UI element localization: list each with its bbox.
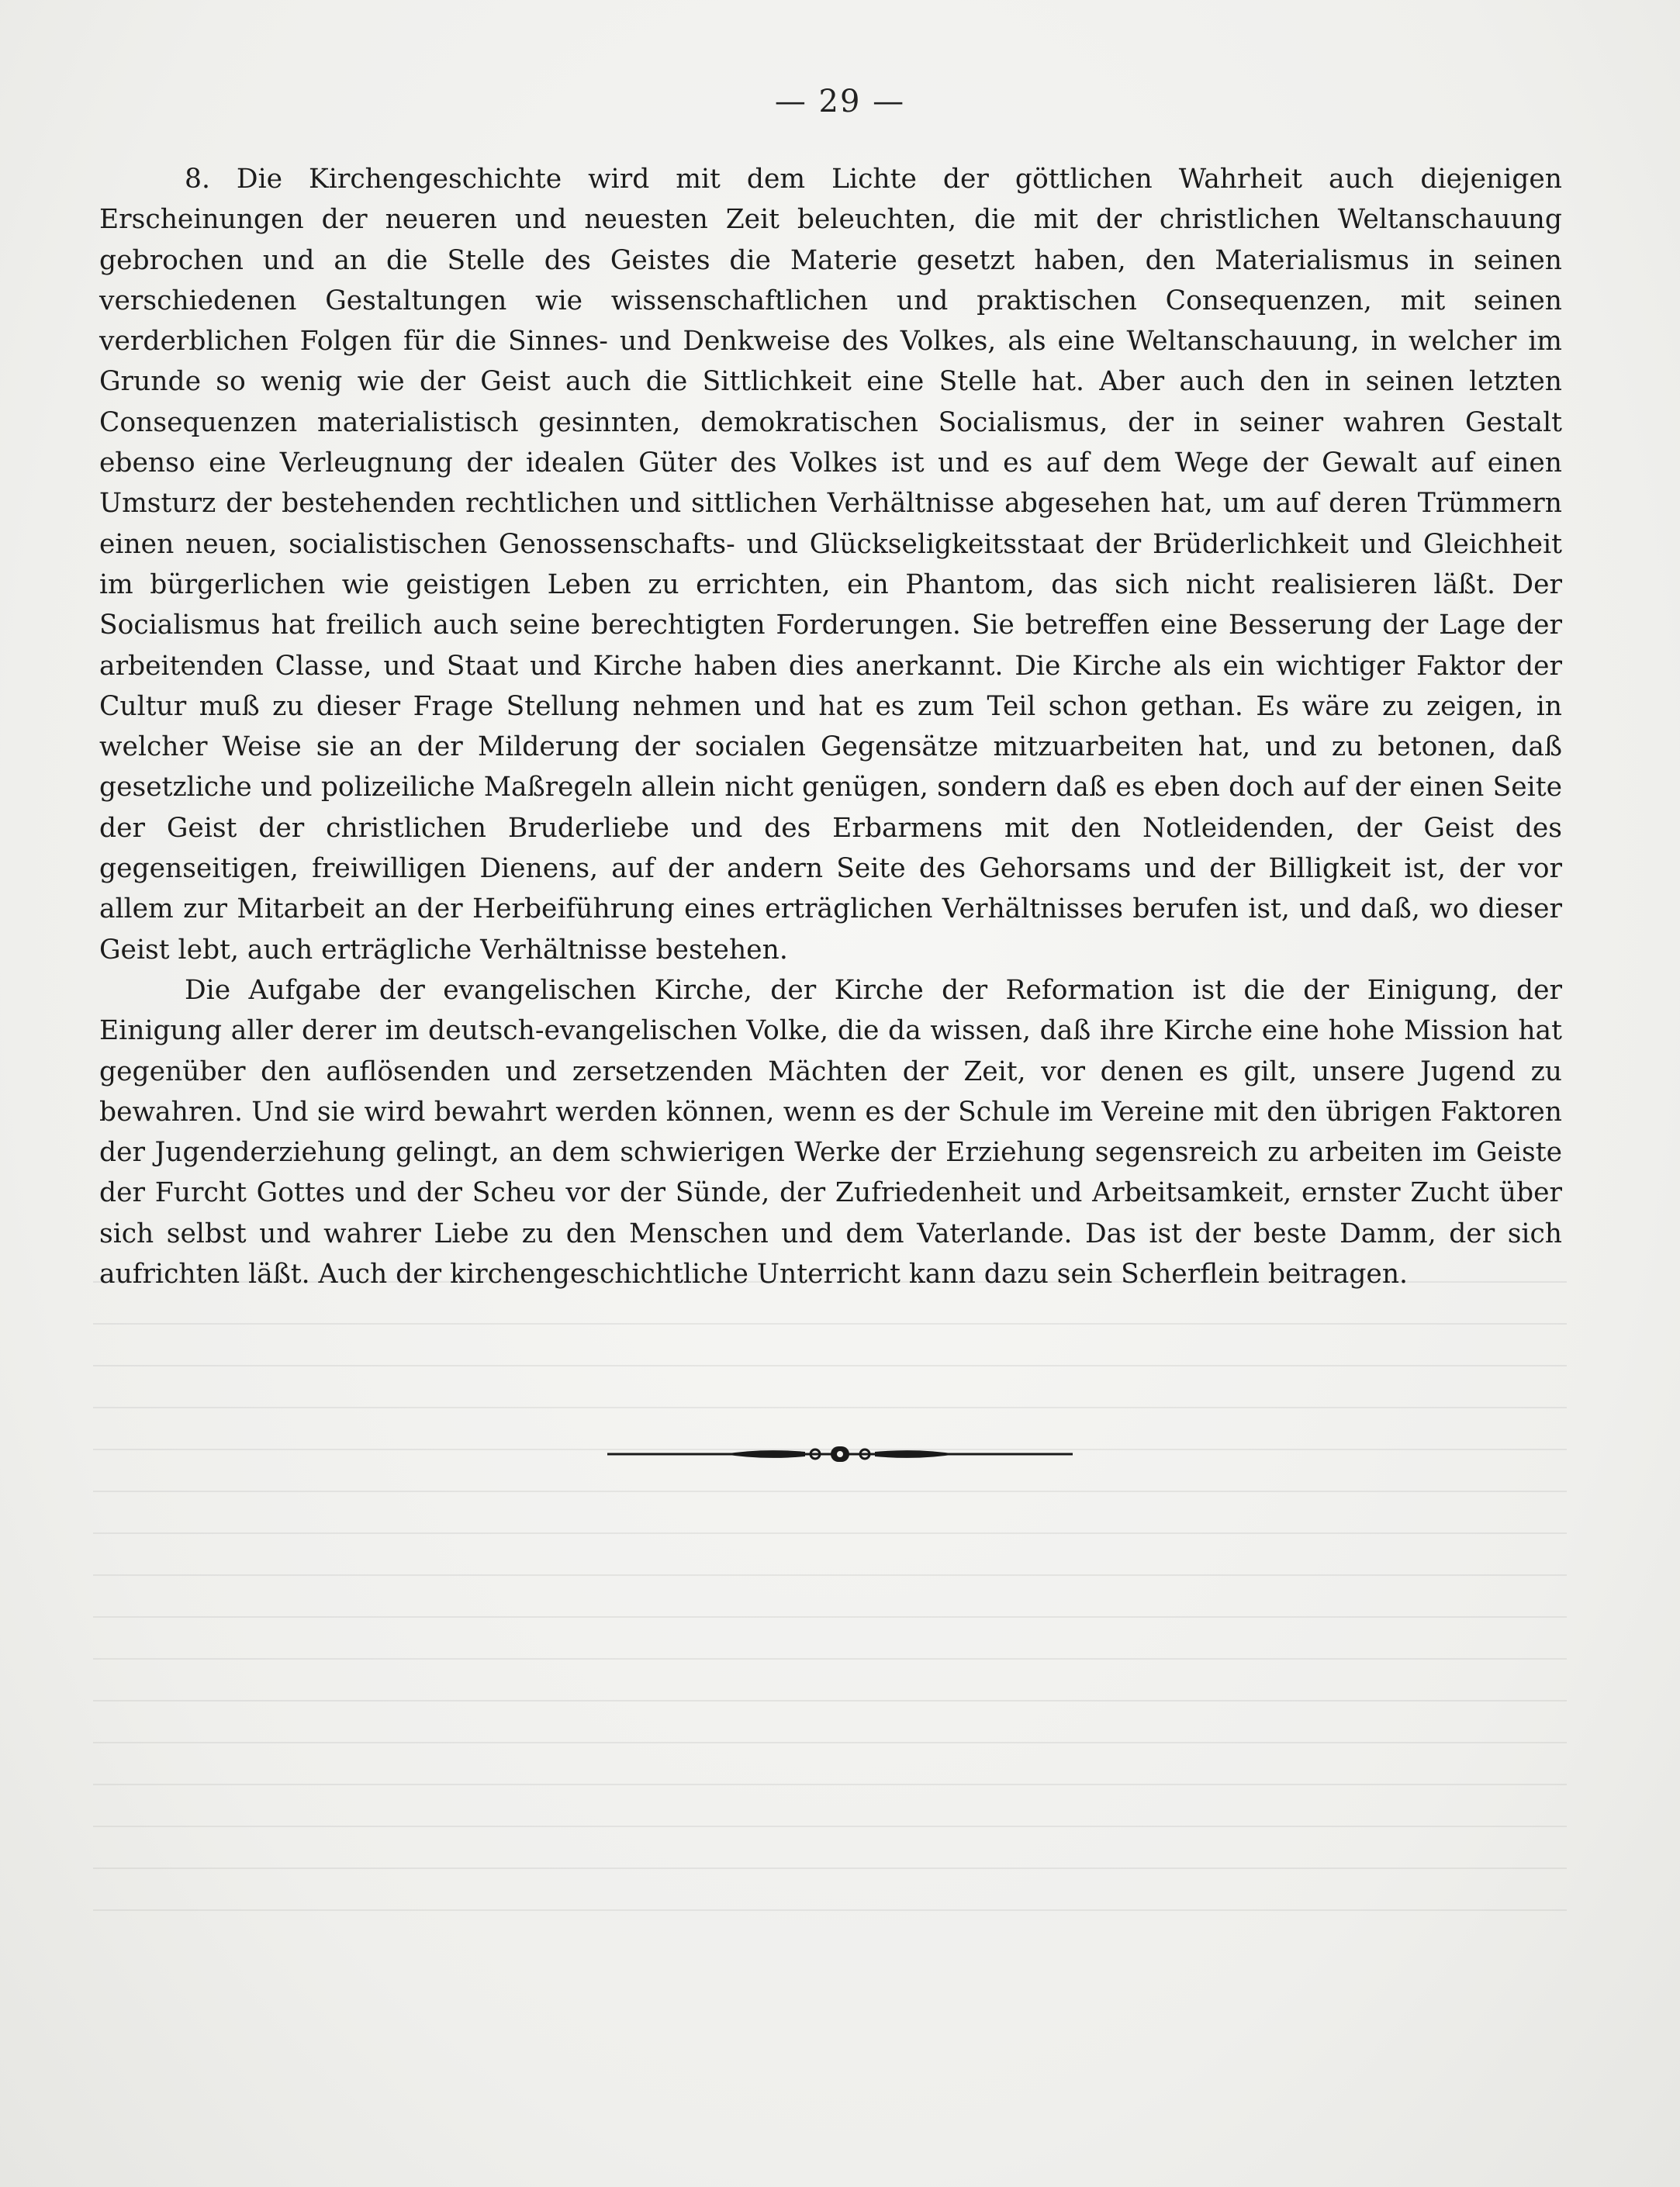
end-of-text-ornament xyxy=(607,1439,1073,1470)
ornament-glyph xyxy=(607,1446,1073,1462)
paragraph-2: Die Aufgabe der evangelischen Kirche, der Kirche der Reformation ist die der Einigung, der Einigung aller derer im deutsch-evangelischen Volke, die da wissen, daß ihre Kirche eine hohe Mission hat gegenüber den auflösenden und zersetzenden Mächten der Zeit, vor denen es gilt, unsere Jugend zu bewahren. Und sie wird bewahrt werden können, wenn es der Schule im Vereine mit den übrigen Faktoren der Jugenderziehung gelingt, an dem schwierigen Werke der Erziehung segensreich zu arbeiten im Geiste der Furcht Gottes und der Scheu vor der Sünde, der Zufriedenheit und Arbeitsamkeit, ernster Zucht über sich selbst und wahrer Liebe zu den Menschen und dem Vaterlande. Das ist der beste Damm, der sich aufrichten läßt. Auch der kirchengeschichtliche Unterricht kann dazu sein Scherflein beitragen. xyxy=(99,974,1562,1290)
body-text xyxy=(99,159,1562,1294)
bleed-through-texture xyxy=(93,1241,1567,1939)
paragraph-1: 8. Die Kirchengeschichte wird mit dem Lichte der göttlichen Wahrheit auch diejenigen Erscheinungen der neueren und neuesten Zeit beleuchten, die mit der christlichen Weltanschauung gebrochen und an die Stelle des Geistes die Materie gesetzt haben, den Materialismus in seinen verschiedenen Gestaltungen wie wissenschaftlichen und praktischen Consequenzen, mit seinen verderblichen Folgen für die Sinnes- und Denkweise des Volkes, als eine Weltanschauung, in welcher im Grunde so wenig wie der Geist auch die Sittlichkeit eine Stelle hat. Aber auch den in seinen letzten Consequenzen materialistisch gesinnten, demokratischen Socialismus, der in seiner wahren Gestalt ebenso eine Verleugnung der idealen Güter des Volkes ist und es auf dem Wege der Gewalt auf einen Umsturz der bestehenden rechtlichen und sittlichen Verhältnisse abgesehen hat, um auf deren Trümmern einen neuen, socialistischen Genossenschafts- und Glückseligkeitsstaat der Brüderlichkeit und Gleichheit im bürgerlichen wie geistigen Leben zu errichten, ein Phantom, das sich nicht realisieren läßt. Der Socialismus hat freilich auch seine berechtigten Forderungen. Sie betreffen eine Besserung der Lage der arbeitenden Classe, und Staat und Kirche haben dies anerkannt. Die Kirche als ein wichtiger Faktor der Cultur muß zu dieser Frage Stellung nehmen und hat es zum Teil schon gethan. Es wäre zu zeigen, in welcher Weise sie an der Milderung der socialen Gegensätze mitzuarbeiten hat, und zu betonen, daß gesetzliche und polizeiliche Maßregeln allein nicht genügen, sondern daß es eben doch auf der einen Seite der Geist der christlichen Bruderliebe und des Erbarmens mit den Notleidenden, der Geist des gegenseitigen, freiwilligen Dienens, auf der andern Seite des Gehorsams und der Billigkeit ist, der vor allem zur Mitarbeit an der Herbeiführung eines erträglichen Verhältnisses berufen ist, und daß, wo dieser Geist lebt, auch erträgliche Verhältnisse bestehen. xyxy=(99,164,1562,966)
page-number: — 29 — xyxy=(774,84,906,119)
